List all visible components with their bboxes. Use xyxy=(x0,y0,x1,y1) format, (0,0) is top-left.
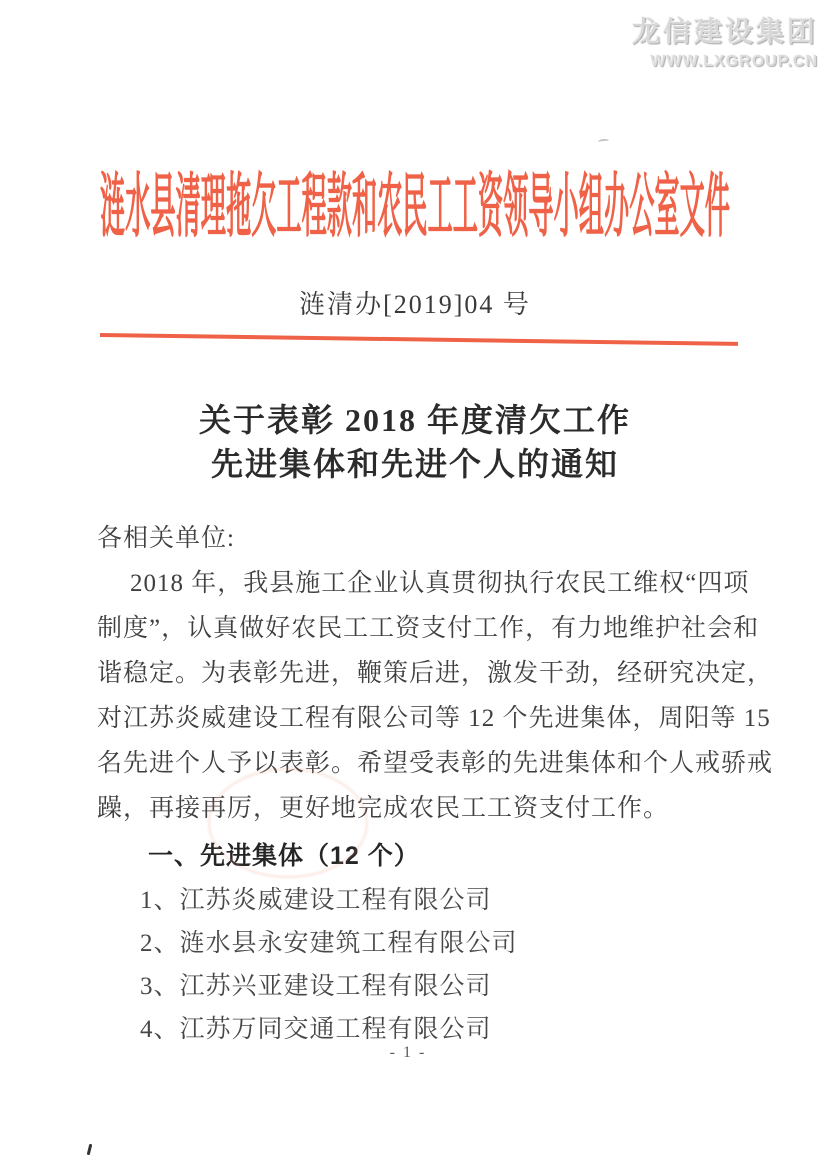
scan-ink-speck xyxy=(87,1144,93,1155)
scan-speck xyxy=(598,138,609,144)
section-heading-advanced-collectives: 一、先进集体（12 个） xyxy=(148,842,420,870)
paragraph-line-3: 谐稳定。为表彰先进，鞭策后进，激发干劲，经研究决定， xyxy=(97,660,774,687)
page-number: - 1 - xyxy=(389,1044,427,1061)
paragraph-line-5: 名先进个人予以表彰。希望受表彰的先进集体和个人戒骄戒 xyxy=(97,750,774,777)
red-header-org-title: 涟水县清理拖欠工程款和农民工工资领导小组办公室文件 xyxy=(100,169,730,246)
list-item-1: 1、江苏炎威建设工程有限公司 xyxy=(140,887,492,914)
document-number: 涟清办[2019]04 号 xyxy=(299,290,531,319)
paragraph-line-6: 躁，再接再厉，更好地完成农民工工资支付工作。 xyxy=(97,795,670,822)
watermark xyxy=(632,10,818,71)
notice-title xyxy=(0,398,830,486)
seal-bleedthrough-mark xyxy=(208,768,368,878)
list-item-2: 2、涟水县永安建筑工程有限公司 xyxy=(140,930,518,957)
paragraph-line-4: 对江苏炎威建设工程有限公司等 12 个先进集体，周阳等 15 xyxy=(97,705,771,732)
paragraph-line-1: 2018 年，我县施工企业认真贯彻执行农民工维权“四项 xyxy=(130,570,750,597)
paragraph-line-2: 制度”，认真做好农民工工资支付工作，有力地维护社会和 xyxy=(97,615,760,642)
watermark-company-name: 龙信建设集团 xyxy=(631,16,818,47)
salutation: 各相关单位: xyxy=(97,525,235,552)
list-item-4: 4、江苏万同交通工程有限公司 xyxy=(140,1016,492,1043)
notice-title-line2: 先进集体和先进个人的通知 xyxy=(210,446,619,482)
watermark-website: WWW.LXGROUP.CN xyxy=(650,53,818,70)
notice-title-line1: 关于表彰 2018 年度清欠工作 xyxy=(198,402,631,438)
red-divider-line xyxy=(100,333,738,346)
list-item-3: 3、江苏兴亚建设工程有限公司 xyxy=(140,973,492,1000)
notice-body xyxy=(97,516,774,1051)
